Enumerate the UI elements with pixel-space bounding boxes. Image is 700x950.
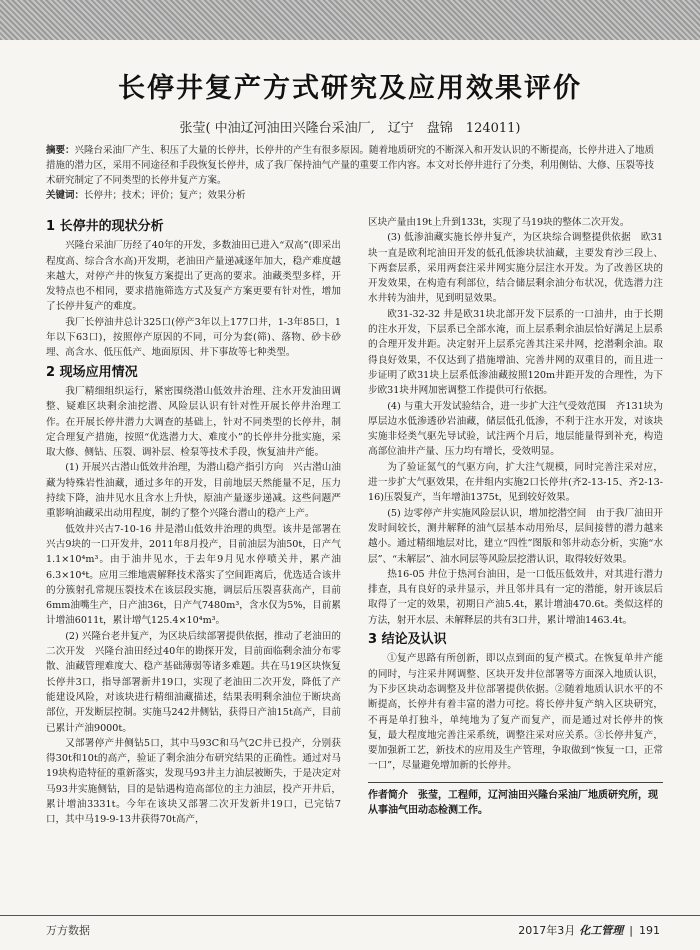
right-column xyxy=(368,215,663,818)
author-line: 张莹( 中油辽河油田兴隆台采油厂, 辽宁 盘锦 124011) xyxy=(179,121,521,136)
paragraph: (2) 兴隆台老井复产，为区块后续部署提供依据，推动了老油田的二次开发 兴隆台油田经过40年的勘探开发，目前面临剩余油分布零散、油藏管理难度大、稳产基础薄弱等诸多难题。共在马19区块恢复长停井3口，指导部署新井19口，实现了老油田二次开发，降低了产能建设风险，对该块进行精细油藏描述，结果表明剩余油位于断块高部位，开发断层控制。实施马242井侧钻，获得日产油15t高产，目前已累计产油9000t。 xyxy=(46,630,341,734)
paragraph: 欧31-32-32 井是欧31块北部开发下层系的一口油井，由于长期的注水开发，下层系已全部水淹，而上层系剩余油层恰好满足上层系的合理开发井距。决定射开上层系完善其注采井网，挖潜剩余油。取得良好效果，不仅达到了措施增油、完善井网的双重目的，而且进一步证明了欧31块上层系低渗油藏按照120m井距开发的合理性，为下步欧31块井网加密调整工作提供可行依据。 xyxy=(368,308,663,397)
left-column xyxy=(46,215,341,828)
paragraph: ①复产思路有所创新，即以点到面的复产模式。在恢复单井产能的同时，与注采井网调整、区块开发井位部署等方面深入地质认识，为下步区块动态调整及井位部署提供依据。②随着地质认识水平的不断提高，长停井有着丰富的潜力可挖。将长停井复产纳入区块研究，不再是单打独斗，单纯地为了复产而复产，而是通过对长停井的恢复，最大程度地完善注采系统，调整注采对应关系。③长停井复产，要加强新工艺，新技术的应用及生产管理，争取做到“恢复一口，正常一口”，尽量避免增加新的长停井。 xyxy=(368,653,663,772)
keywords-label: 关键词： xyxy=(46,190,85,201)
footer-source: 万方数据 xyxy=(46,924,90,937)
paragraph: (4) 与重大开发试验结合，进一步扩大注气受效范围 齐131块为厚层边水低渗透砂岩油藏，储层低孔低渗，不利于注水开发，对该块实施非烃类气驱先导试验，试注两个月后，地层能量得到补充，构造高部位油井产量、压力均有增长，受效明显。 xyxy=(368,400,663,458)
journal-logo: 化工管理 xyxy=(579,924,624,937)
paragraph: 热16-05 井位于热河台油田，是一口低压低效井，对其进行潜力排查，具有良好的录井显示，并且邻井具有一定的潜能，射开该层后取得了一定的效果，初期日产油5.4t，累计增油470.6t。类似这样的方法，射开水层、未解释层的共有3口井，累计增油1463.4t。 xyxy=(368,568,663,626)
abstract-text: 兴隆台采油厂产生、积压了大量的长停井，长停井的产生有很多原因。随着地质研究的不断深入和开发认识的不断提高，长停井进入了地质措施的潜力区，采用不同途径和手段恢复长停井，成了我厂保持油气产量的重要工作内容。本文对长停井进行了分类，利用侧钻、大修、压裂等技术研究制定了不同类型的长停井复产方案。 xyxy=(46,145,655,186)
article-title: 长停井复产方式研究及应用效果评价 xyxy=(118,73,582,104)
paragraph: (5) 边零停产井实施风险层认识，增加挖潜空间 由于我厂油田开发时间较长，测井解释的油气层基本动用殆尽，层间接替的潜力越来越小。通过精细地层对比，建立“四性”图版和邻井动态分析，实施“水层”、“未解层”、油水同层等风险层挖潜认识，取得较好效果。 xyxy=(368,507,663,565)
paragraph: 为了验证氮气的气驱方向，扩大注气规模，同时完善注采对应，进一步扩大气驱效果，在井组内实施2口长停井(齐2-13-15、齐2-13-16)压裂复产，当年增油1375t，见到较好效果。 xyxy=(368,461,663,504)
keywords-text: 长停井；技术；评价；复产；效果分析 xyxy=(84,190,246,201)
author-bio: 作者简介 张莹，工程师，辽河油田兴隆台采油厂地质研究所，现从事油气田动态检测工作。 xyxy=(368,782,663,818)
footer-date: 2017年3月 xyxy=(518,924,576,937)
footer-meta xyxy=(518,922,660,938)
section-heading-2: 2 现场应用情况 xyxy=(46,364,138,380)
paragraph: (3) 低渗油藏实施长停井复产，为区块综合调整提供依据 欧31块一直是欧利坨油田开发的低孔低渗块状油藏，主要发育沙三段上、下两套层系，采用两套注采井网实施分层注水开发。为了改善区块的开发效果，在构造有利部位，结合储层剩余油分布状况，优选潜力注水井转为油井，见到明显效果。 xyxy=(368,232,663,305)
section-heading-1: 1 长停井的现状分析 xyxy=(46,219,164,234)
paragraph: 区块产量由19t上升到133t，实现了马19块的整体二次开发。 xyxy=(368,217,630,228)
paragraph: 又部署停产井侧钻5口，其中马93C和马气2C井已投产，分别获得30t和10t的高产，验证了剩余油分布研究结果的正确性。通过对马19块构造特征的重新落实，发现马93井主力油层被断失，于是决定对马93井实施侧钻，目的是钻遇构造高部位的主力油层，投产开井后，累计增油3331t。今年在该块又部署二次开发新井19口，已完钻7口，其中马19-9-13井获得70t高产， xyxy=(46,737,341,826)
section-heading-3: 3 结论及认识 xyxy=(368,632,447,648)
header-texture-band xyxy=(0,0,700,40)
paragraph: (1) 开展兴古潜山低效井治理，为潜山稳产指引方向 兴古潜山油藏为特殊岩性油藏，通过多年的开发，目前地层天然能量不足，压力持续下降，油井见水且含水上升快，原油产量逐步递减。这些问题严重影响油藏采出动用程度，制约了整个兴隆台潜山的稳产上产。 xyxy=(46,462,341,520)
abstract-block xyxy=(46,143,658,203)
abstract-label: 摘要： xyxy=(46,145,75,156)
paragraph: 低效井兴古7-10-16 井是潜山低效井治理的典型。该井是部署在兴古9块的一口开发井，2011年8月投产，目前油层为油50t，日产气1.1×10⁴m³。由于油井见水，于去年9月见水停喷关井，累产油6.3×10⁴t。应用三维地震解释技术落实了空间距离后，优选适合该井的分簇射孔常规压裂技术在该层段实施，调层后压裂喜获高产，目前6mm油嘴生产，日产油36t，日产气7480m³，含水仅为5%，目前累计增油6011t，累计增气125.4×10⁴m³。 xyxy=(46,523,341,627)
paragraph: 我厂精细组织运行，紧密围绕潜山低效井治理、注水开发油田调整、疑难区块剩余油挖潜、风险层认识有针对性开展长停井治理工作。在开展长停井潜力大调查的基础上，针对不同类型的长停井，制定合理复产措施，按照“优选潜力大、难度小”的长停井分批实施，采取大修、侧钻、压裂、调补层、检泵等技术手段，恢复油井产能。 xyxy=(46,385,341,459)
paragraph: 兴隆台采油厂历经了40年的开发，多数油田已进入“双高”(即采出程度高、综合含水高)开发期，老油田产量递减逐年加大，稳产难度越来越大，对停产井的恢复方案提出了更高的要求。油藏类型多样，开发特点也不相同，要求措施筛选方式及复产方案更要有针对性，增加了长停井复产的难度。 xyxy=(46,240,341,313)
page-footer xyxy=(0,915,700,938)
paragraph: 我厂长停油井总计325口(停产3年以上177口井，1-3年85口，1年以下63口)，按照停产原因的不同，可分为套(筛)、落物、砂卡砂埋、高含水、低压低产、地面原因、井下事故等七种类型。 xyxy=(46,316,341,359)
page-number: 191 xyxy=(639,924,660,937)
footer-separator: | xyxy=(629,924,633,937)
